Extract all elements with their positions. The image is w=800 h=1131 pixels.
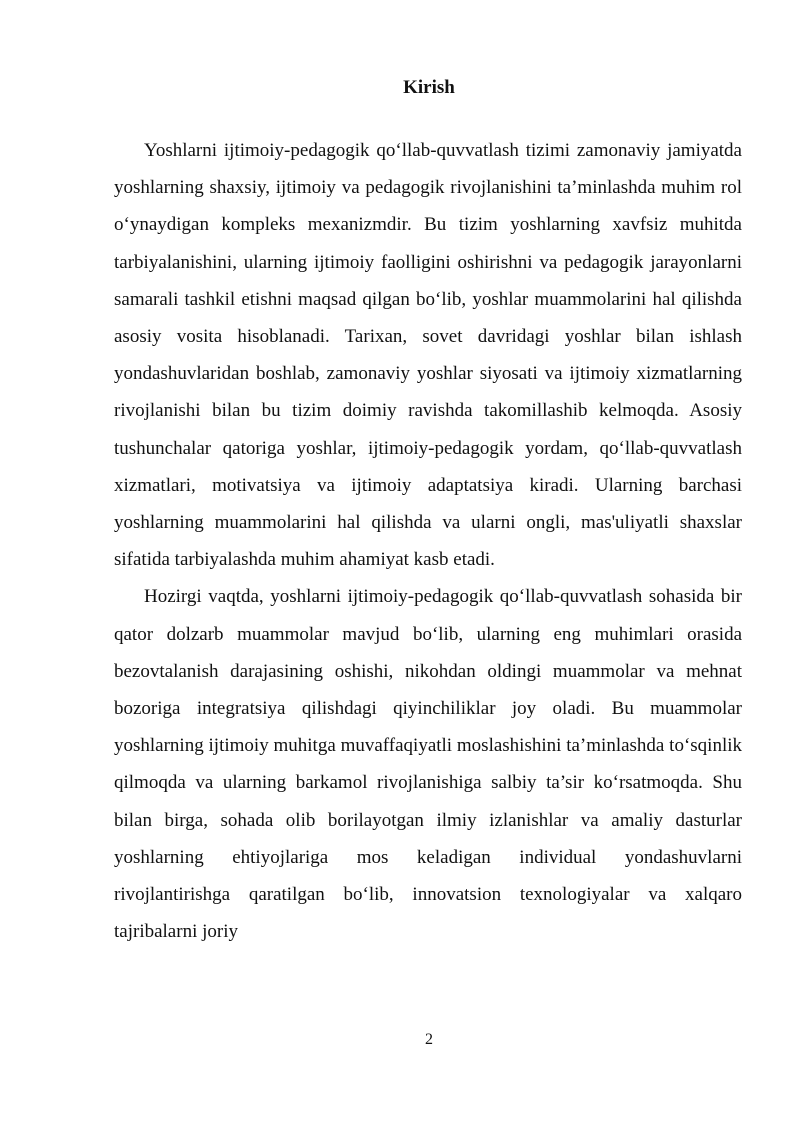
paragraph-current-issues: Hozirgi vaqtda, yoshlarni ijtimoiy-pedagogik qo‘llab-quvvatlash sohasida bir qator dolzarb muammolar mavjud bo‘lib, ularning eng muhimlari orasida bezovtalanish darajasining oshishi, nikohdan oldingi muammolar va mehnat bozoriga integratsiya qilishdagi qiyinchiliklar joy oladi. Bu muammolar yoshlarning ijtimoiy muhitga muvaffaqiyatli moslashishini ta’minlashda to‘sqinlik qilmoqda va ularning barkamol rivojlanishiga salbiy ta’sir ko‘rsatmoqda. Shu bilan birga, sohada olib borilayotgan ilmiy izlanishlar va amaliy dasturlar yoshlarning ehtiyojlariga mos keladigan individual yondashuvlarni rivojlantirishga qaratilgan bo‘lib, innovatsion texnologiyalar va xalqaro tajribalarni joriy (114, 586, 742, 943)
paragraph-intro: Yoshlarni ijtimoiy-pedagogik qo‘llab-quvvatlash tizimi zamonaviy jamiyatda yoshlarning shaxsiy, ijtimoiy va pedagogik rivojlanishini ta’minlashda muhim rol o‘ynaydigan kompleks mexanizmdir. Bu tizim yoshlarning xavfsiz muhitda tarbiyalanishini, ularning ijtimoiy faolligini oshirishni va pedagogik jarayonlarni samarali tashkil etishni maqsad qilgan bo‘lib, yoshlar muammolarini hal qilishda asosiy vosita hisoblanadi. Tarixan, sovet davridagi yoshlar bilan ishlash yondashuvlaridan boshlab, zamonaviy yoshlar siyosati va ijtimoiy xizmatlarning rivojlanishi bilan bu tizim doimiy ravishda takomillashib kelmoqda. Asosiy tushunchalar qatoriga yoshlar, ijtimoiy-pedagogik yordam, qo‘llab-quvvatlash xizmatlari, motivatsiya va ijtimoiy adaptatsiya kiradi. Ularning barchasi yoshlarning muammolarini hal qilishda va ularni ongli, mas'uliyatli shaxslar sifatida tarbiyalashda muhim ahamiyat kasb etadi. (114, 140, 742, 571)
page-number: 2 (425, 1031, 433, 1048)
body-text (114, 132, 742, 950)
page-title: Kirish (403, 77, 455, 98)
